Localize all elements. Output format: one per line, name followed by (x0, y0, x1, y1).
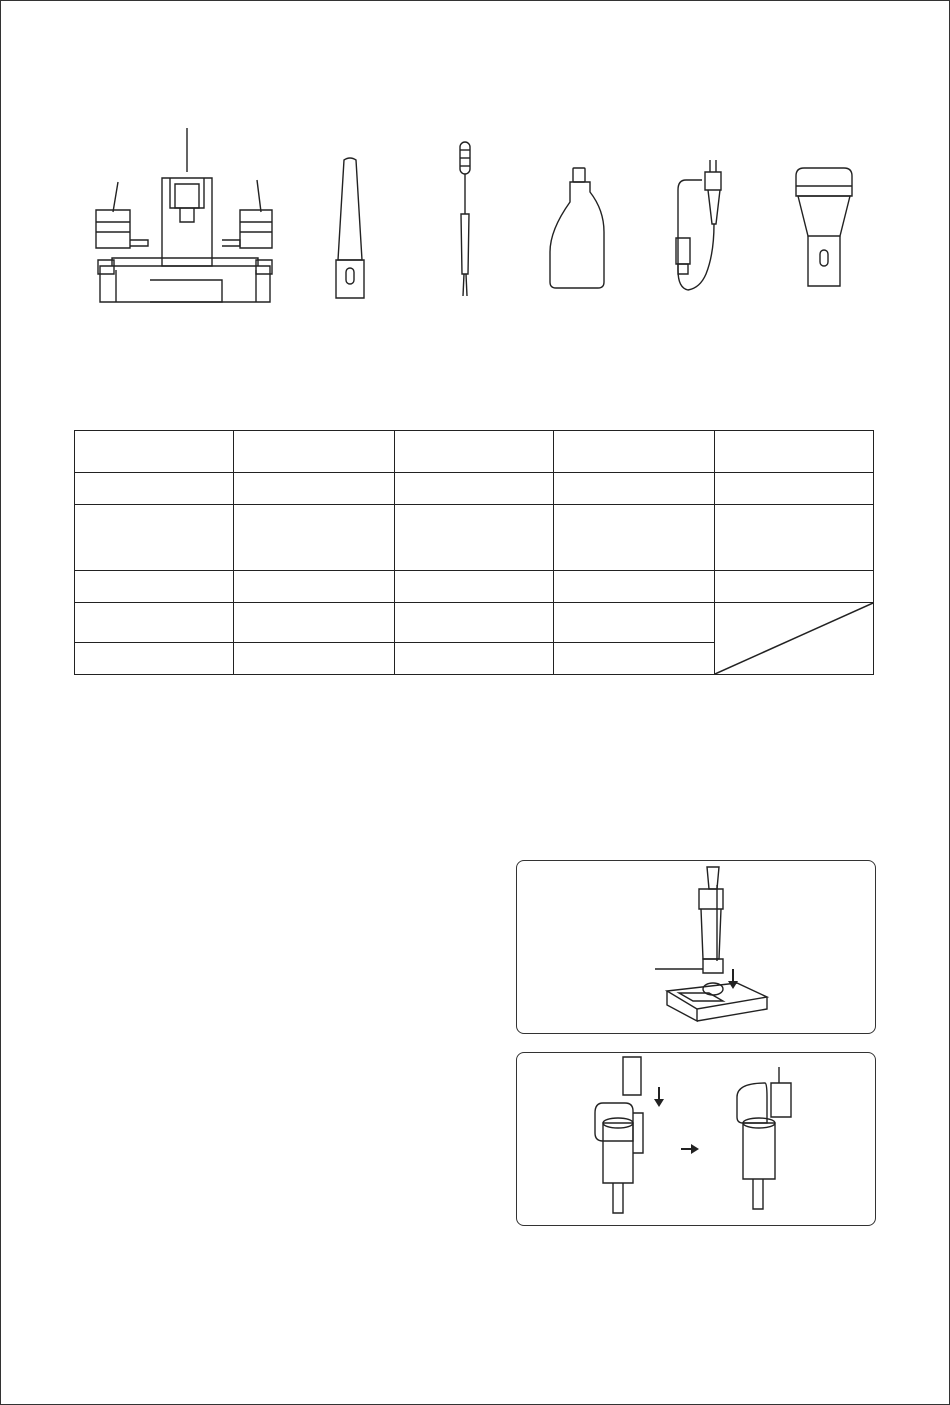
spec-table (74, 430, 874, 675)
table-cell (234, 473, 395, 505)
table-row (75, 431, 874, 473)
table-cell (715, 505, 874, 571)
diagonal-cell (715, 603, 874, 675)
power-cord-icon (676, 160, 721, 290)
accessory-strip (80, 120, 880, 310)
table-row (75, 603, 874, 643)
table-cell (75, 473, 234, 505)
table-cell (234, 431, 395, 473)
table-cell (395, 505, 554, 571)
table-cell (395, 603, 554, 643)
crevice-tool-icon (336, 158, 364, 298)
illustration-panel-dock (516, 860, 876, 1034)
table-cell (234, 603, 395, 643)
dock-insertion-illustration (517, 861, 875, 1033)
table-cell (554, 571, 715, 603)
table-cell (715, 431, 874, 473)
table-cell (395, 431, 554, 473)
table-cell (234, 571, 395, 603)
table-cell (75, 571, 234, 603)
table-cell (75, 431, 234, 473)
table-cell (554, 431, 715, 473)
table-cell (395, 571, 554, 603)
diagonal-line (715, 603, 873, 674)
table-cell (554, 473, 715, 505)
table-cell (554, 643, 715, 675)
accessory-drawings (80, 120, 880, 310)
down-arrow-icon (654, 1087, 664, 1107)
table-cell (554, 505, 715, 571)
right-arrow-icon (681, 1144, 699, 1154)
down-arrow-icon (728, 969, 738, 989)
table-cell (234, 505, 395, 571)
dusting-brush-icon (796, 168, 852, 286)
table-row (75, 505, 874, 571)
table-cell (75, 603, 234, 643)
battery-install-illustration (517, 1053, 875, 1225)
table-row (75, 473, 874, 505)
table-cell (75, 643, 234, 675)
spray-bottle-icon (550, 168, 604, 288)
table-cell (554, 603, 715, 643)
cleaning-brush-icon (460, 142, 470, 296)
table-cell (75, 505, 234, 571)
charging-dock-icon (96, 128, 272, 302)
table-cell (715, 571, 874, 603)
table-cell (395, 643, 554, 675)
illustration-panel-battery (516, 1052, 876, 1226)
table-cell (395, 473, 554, 505)
table-row (75, 571, 874, 603)
table-cell (234, 643, 395, 675)
table-cell (715, 473, 874, 505)
